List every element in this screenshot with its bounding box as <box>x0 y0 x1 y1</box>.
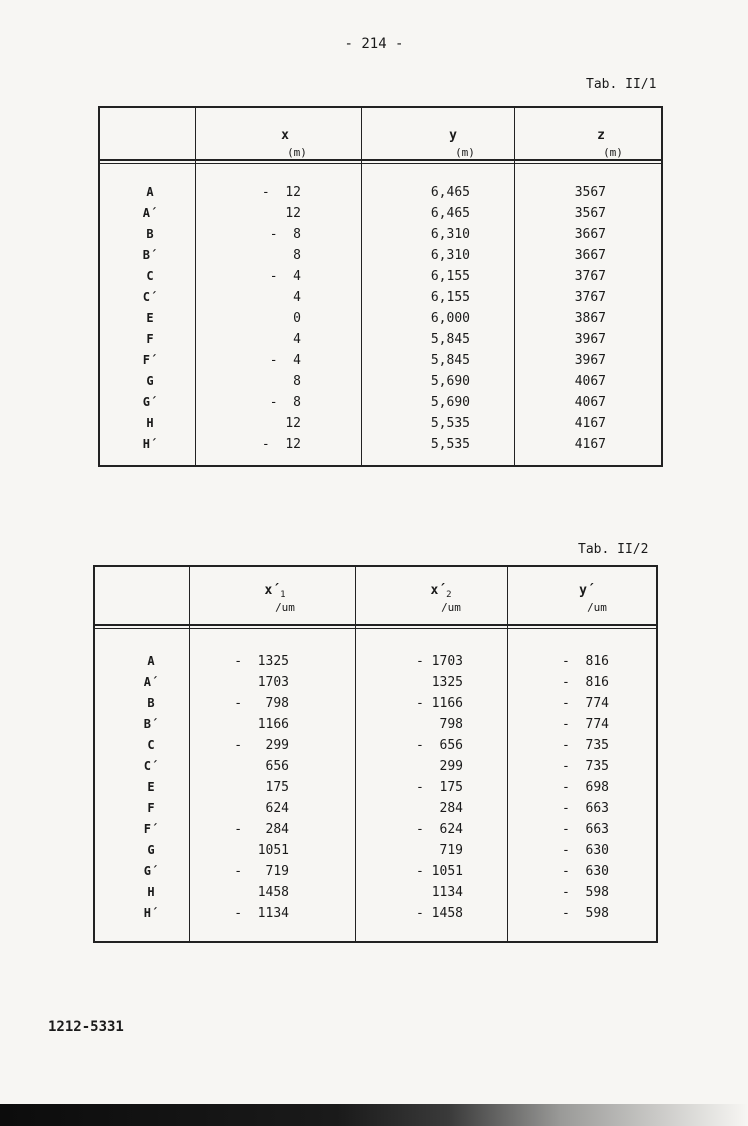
table-row <box>100 413 661 434</box>
table-row <box>95 903 656 924</box>
row-label: H´ <box>143 906 159 920</box>
table1-header-y <box>418 128 488 159</box>
table1 <box>98 106 663 467</box>
row-label: A <box>147 654 155 668</box>
table-cell: - 735 <box>562 738 609 753</box>
table-cell: 6,310 <box>430 248 470 263</box>
table1-header-y-unit: (m) <box>455 146 475 159</box>
table-cell: 4 <box>293 332 301 347</box>
row-label: B <box>147 696 155 710</box>
table-cell: 1325 <box>431 675 463 690</box>
row-label: H´ <box>142 437 158 451</box>
row-label: G´ <box>142 395 158 409</box>
table1-header-y-var: y <box>449 128 457 143</box>
table-row <box>95 840 656 861</box>
table-cell: 299 <box>439 759 463 774</box>
row-label: B <box>146 227 154 241</box>
table-cell: 6,465 <box>430 206 470 221</box>
scan-edge-band <box>0 1104 748 1126</box>
row-label: G <box>146 374 154 388</box>
table-cell: 8 <box>293 374 301 389</box>
table-cell: - 1134 <box>234 906 289 921</box>
row-label: H <box>147 885 155 899</box>
table-cell: 3767 <box>574 269 606 284</box>
row-label: B´ <box>142 248 158 262</box>
row-label: A´ <box>143 675 159 689</box>
table-cell: - 774 <box>562 696 609 711</box>
table-cell: 3667 <box>574 227 606 242</box>
table-cell: - 1051 <box>416 864 463 879</box>
table-cell: 12 <box>285 206 301 221</box>
row-label: H <box>146 416 154 430</box>
table-cell: - 1325 <box>234 654 289 669</box>
table-cell: 798 <box>439 717 463 732</box>
table-cell: 1051 <box>257 843 289 858</box>
table2-header-x1-var: x´ <box>264 583 281 598</box>
table-row <box>95 756 656 777</box>
table2-header-x1-unit: /um <box>275 601 295 614</box>
table-cell: 284 <box>439 801 463 816</box>
row-label: C <box>147 738 155 752</box>
row-label: F´ <box>143 822 159 836</box>
table2-header-x2: $x´_2$ /um <box>430 583 461 614</box>
table-cell: 1166 <box>257 717 289 732</box>
table2 <box>93 565 658 943</box>
table-cell: 6,000 <box>430 311 470 326</box>
table-cell: - 798 <box>234 696 289 711</box>
table-row <box>95 819 656 840</box>
table-cell: 8 <box>293 248 301 263</box>
table-cell: - 8 <box>269 395 301 410</box>
table-cell: - 4 <box>269 269 301 284</box>
row-label: C´ <box>143 759 159 773</box>
table-cell: 3767 <box>574 290 606 305</box>
table-row <box>100 350 661 371</box>
table-cell: 4 <box>293 290 301 305</box>
table-cell: 1134 <box>431 885 463 900</box>
table-row <box>100 203 661 224</box>
table-row <box>100 434 661 455</box>
table-cell: 1458 <box>257 885 289 900</box>
row-label: G <box>147 843 155 857</box>
table-cell: 5,845 <box>430 353 470 368</box>
table-cell: - 630 <box>562 843 609 858</box>
table-row <box>95 693 656 714</box>
table-cell: - 8 <box>269 227 301 242</box>
table-row <box>95 651 656 672</box>
table-row <box>100 287 661 308</box>
table-row <box>95 861 656 882</box>
table-row <box>100 329 661 350</box>
table-cell: - 175 <box>416 780 463 795</box>
table1-caption: Tab. II/1 <box>586 77 657 92</box>
table-row <box>95 735 656 756</box>
table-cell: 3667 <box>574 248 606 263</box>
table1-header-z-var: z <box>597 128 605 143</box>
table-row <box>100 308 661 329</box>
table-cell: - 698 <box>562 780 609 795</box>
table-cell: 3567 <box>574 185 606 200</box>
table-cell: 0 <box>293 311 301 326</box>
table-cell: 5,845 <box>430 332 470 347</box>
table-cell: 5,690 <box>430 395 470 410</box>
table2-header-y-var: y´ <box>579 583 595 598</box>
table-cell: 719 <box>439 843 463 858</box>
table-cell: - 12 <box>261 185 301 200</box>
table-cell: - 816 <box>562 654 609 669</box>
table-cell: - 598 <box>562 885 609 900</box>
table-row <box>100 224 661 245</box>
row-label: F <box>146 332 154 346</box>
row-label: F´ <box>142 353 158 367</box>
table2-header-y-unit: /um <box>587 601 607 614</box>
table-cell: 4067 <box>574 395 606 410</box>
table-cell: 6,465 <box>430 185 470 200</box>
table-cell: 3567 <box>574 206 606 221</box>
table-row <box>95 672 656 693</box>
row-label: E <box>147 780 155 794</box>
table-row <box>100 266 661 287</box>
table1-header-z <box>566 128 636 159</box>
table-cell: - 774 <box>562 717 609 732</box>
table-cell: - 656 <box>416 738 463 753</box>
table-cell: 624 <box>265 801 289 816</box>
row-label: G´ <box>143 864 159 878</box>
table-cell: - 1166 <box>416 696 463 711</box>
table-row <box>95 798 656 819</box>
table-cell: 175 <box>265 780 289 795</box>
table-cell: - 630 <box>562 864 609 879</box>
table1-header-x <box>250 128 320 159</box>
table-cell: 3967 <box>574 353 606 368</box>
row-label: A´ <box>142 206 158 220</box>
table-cell: 3967 <box>574 332 606 347</box>
table-cell: 4067 <box>574 374 606 389</box>
table-cell: - 299 <box>234 738 289 753</box>
table-row <box>100 245 661 266</box>
table-cell: - 719 <box>234 864 289 879</box>
table-cell: 656 <box>265 759 289 774</box>
table-cell: 6,155 <box>430 290 470 305</box>
table2-caption: Tab. II/2 <box>578 542 649 557</box>
table-row <box>100 182 661 203</box>
table2-header-x2-unit: /um <box>441 601 461 614</box>
table-row <box>100 371 661 392</box>
table-cell: - 284 <box>234 822 289 837</box>
table-cell: - 816 <box>562 675 609 690</box>
table-cell: 6,310 <box>430 227 470 242</box>
table-row <box>95 714 656 735</box>
row-label: C <box>146 269 154 283</box>
table-cell: - 663 <box>562 801 609 816</box>
table-cell: - 12 <box>261 437 301 452</box>
table-cell: - 598 <box>562 906 609 921</box>
table-cell: 4167 <box>574 437 606 452</box>
table1-header-x-var: x <box>281 128 289 143</box>
table-cell: - 663 <box>562 822 609 837</box>
table1-header-z-unit: (m) <box>603 146 623 159</box>
table-cell: 4167 <box>574 416 606 431</box>
table-row <box>95 882 656 903</box>
row-label: C´ <box>142 290 158 304</box>
table-cell: 6,155 <box>430 269 470 284</box>
table-row <box>100 392 661 413</box>
row-label: F <box>147 801 155 815</box>
table2-header-y <box>557 583 617 614</box>
table1-header-x-unit: (m) <box>287 146 307 159</box>
table-cell: 5,690 <box>430 374 470 389</box>
table-cell: 12 <box>285 416 301 431</box>
page-number: - 214 - <box>344 36 404 52</box>
table-cell: - 1458 <box>416 906 463 921</box>
document-code: 1212-5331 <box>48 1019 124 1035</box>
table-cell: 5,535 <box>430 416 470 431</box>
row-label: E <box>146 311 154 325</box>
table-cell: 3867 <box>574 311 606 326</box>
table-cell: 5,535 <box>430 437 470 452</box>
table-cell: - 4 <box>269 353 301 368</box>
table-cell: - 735 <box>562 759 609 774</box>
table-cell: - 1703 <box>416 654 463 669</box>
table2-header-x1: $x´_1$ /um <box>264 583 295 614</box>
table-cell: - 624 <box>416 822 463 837</box>
row-label: B´ <box>143 717 159 731</box>
table-row <box>95 777 656 798</box>
table2-header-x2-var: x´ <box>430 583 447 598</box>
row-label: A <box>146 185 154 199</box>
table-cell: 1703 <box>257 675 289 690</box>
